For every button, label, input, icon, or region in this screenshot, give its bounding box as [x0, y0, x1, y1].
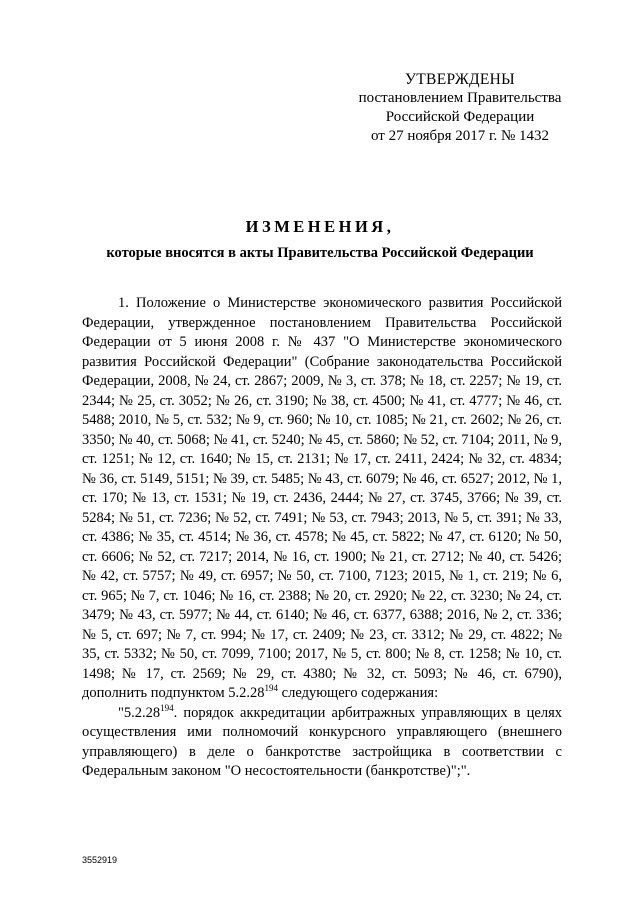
- quoted-provision-text: . порядок аккредитации арбитражных управляющих в целях осуществления ими полномочий конкурсного управляющего (внешнего управляющего) в деле о банкротстве застройщика в соответствии с Федеральным законом "О несостоятельности (банкротстве)";".: [82, 704, 562, 779]
- approved-org-line: Российской Федерации: [385, 109, 535, 125]
- paragraph-1-text: 1. Положение о Министерстве экономического развития Российской Федерации, утвержденное постановлением Правительства Российской Федерации от 5 июня 2008 г. № 437 "О Министерстве экономического развития Российской Федерации" (Собрание законодательства Российской Федерации, 2008, № 24, ст. 2867; 2009, № 3, ст. 378; № 18, ст. 2257; № 19, ст. 2344; № 25, ст. 3052; № 26, ст. 3190; № 38, ст. 4500; № 41, ст. 4777; № 46, ст. 5488; 2010, № 5, ст. 532; № 9, ст. 960; № 10, ст. 1085; № 21, ст. 2602; № 26, ст. 3350; № 40, ст. 5068; № 41, ст. 5240; № 45, ст. 5860; № 52, ст. 7104; 2011, № 9, ст. 1251; № 12, ст. 1640; № 15, ст. 2131; № 17, ст. 2411, 2424; № 32, ст. 4834; № 36, ст. 5149, 5151; № 39, ст. 5485; № 43, ст. 6079; № 46, ст. 6527; 2012, № 1, ст. 170; № 13, ст. 1531; № 19, ст. 2436, 2444; № 27, ст. 3745, 3766; № 39, ст. 5284; № 51, ст. 7236; № 52, ст. 7491; № 53, ст. 7943; 2013, № 5, ст. 391; № 33, ст. 4386; № 35, ст. 4514; № 36, ст. 4578; № 45, ст. 5822; № 47, ст. 6120; № 50, ст. 6606; № 52, ст. 7217; 2014, № 16, ст. 1900; № 21, ст. 2712; № 40, ст. 5426; № 42, ст. 5757; № 49, ст. 6957; № 50, ст. 7100, 7123; 2015, № 1, ст. 219; № 6, ст. 965; № 7, ст. 1046; № 16, ст. 2388; № 20, ст. 2920; № 22, ст. 3230; № 24, ст. 3479; № 43, ст. 5977; № 44, ст. 6140; № 46, ст. 6377, 6388; 2016, № 2, ст. 336; № 5, ст. 697; № 7, ст. 994; № 17, ст. 2409; № 23, ст. 3312; № 29, ст. 4822; № 35, ст. 5332; № 50, ст. 7099, 7100; 2017, № 5, ст. 800; № 8, ст. 1258; № 10, ст. 1498; № 17, ст. 2569; № 29, ст. 4380; № 32, ст. 5093; № 46, ст. 6790), дополнить подпунктом 5.2.28: [82, 295, 563, 701]
- quoted-provision-superscript: 194: [160, 702, 174, 713]
- paragraph-1-ending: следующего содержания:: [278, 685, 439, 701]
- document-code: 3552919: [82, 855, 118, 865]
- document-subtitle: которые вносятся в акты Правительства Российской Федерации: [106, 245, 534, 261]
- document-body: [82, 294, 562, 782]
- quoted-provision-number: "5.2.28: [118, 704, 161, 721]
- paragraph-1-superscript: 194: [264, 683, 279, 693]
- quoted-provision: [82, 704, 562, 782]
- approved-by-line: постановлением Правительства: [358, 90, 562, 106]
- paragraph-1: [82, 294, 562, 704]
- approved-date-line: от 27 ноября 2017 г. № 1432: [370, 128, 550, 144]
- document-title: ИЗМЕНЕНИЯ,: [245, 217, 395, 236]
- approved-label: УТВЕРЖДЕНЫ: [405, 71, 515, 88]
- approval-block: [340, 70, 580, 146]
